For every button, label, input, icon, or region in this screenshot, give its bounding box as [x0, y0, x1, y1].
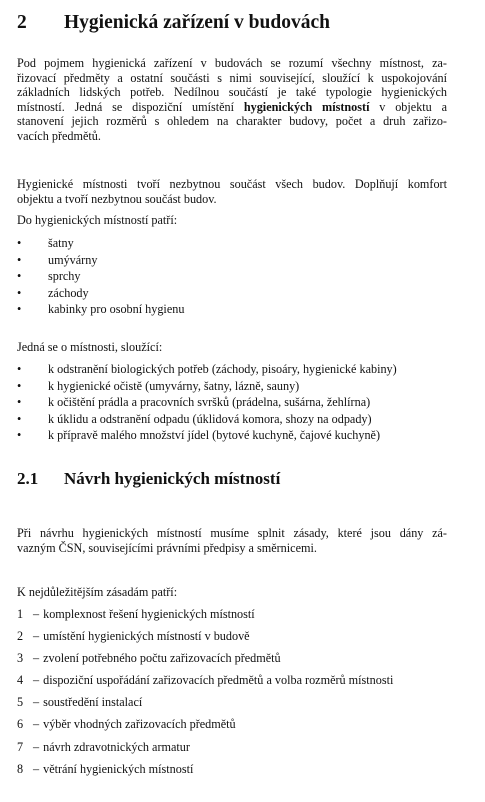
list-item: 3 – zvolení potřebného počtu zařizovacích předmětů [17, 651, 281, 666]
document-page: 2 Hygienická zařízení v budovách Pod pojmem hygienická zařízení v budovách se rozumí všechny místnost, za- řizovací předměty a ostatní součásti s nimi související, sloužící k uspokojování základních lidských potřeb. Nedílnou součástí je také typologie hygienických místností. Jedná se dispoziční umístění hygienických místností v objektu a stanovení jejich rozměrů s ohledem na charakter budovy, počet a druh zařizo- vacích předmětů. Hygienické místnosti tvoří nezbytnou součást všech budov. Doplňují komfort objektu a tvoří nezbytnou součást budov. Do hygienických místností patří: • šatny • umývárny • sprchy • záchody • kabinky pro osobní hygienu Jedná se o místnosti, sloužící: • k odstranění biologických potřeb (záchody, pisoáry, hygienické kabiny) • k hygienické očistě (umyvárny, šatny, lázně, sauny) • k očištění prádla a pracovních svršků (prádelna, sušárna, žehlírna) • k úklidu a odstranění odpadu (úklidová komora, shozy na odpady) • k přípravě malého množství jídel (bytové kuchyně, čajové kuchyně) 2.1 Návrh hygienických místností Při návrhu hygienických místností musíme splnit zásady, které jsou dány zá- vazným ČSN, souvisejícími právními předpisy a směrnicemi. K nejdůležitějším zásadám patří: 1 – komplexnost řešení hygienických místností 2 – umístění hygienických místností v budově 3 – zvolení potřebného počtu zařizovacích předmětů 4 – dispoziční uspořádání zařizovacích předmětů a volba rozměrů místnosti 5 – soustředění instalací 6 – výběr vhodných zařizovacích předmětů 7 – návrh zdravotnických armatur 8 – větrání hygienických místností [0, 0, 485, 802]
bullet-icon: • [17, 428, 22, 442]
design-paragraph [17, 526, 447, 555]
intro-line: stanovení jejich rozměrů s ohledem na charakter budovy, počet a druh zařizo- [17, 114, 447, 129]
second-line: Hygienické místnosti tvoří nezbytnou součást všech budov. Doplňují komfort [17, 177, 447, 191]
bullet-icon: • [17, 395, 22, 409]
intro-line: vacích předmětů. [17, 128, 101, 143]
section-heading [17, 467, 477, 491]
bullet-icon: • [17, 378, 22, 393]
intro-line: řizovací předměty a ostatní součásti s nimi související, sloužící k uspokojování [17, 70, 447, 85]
section-number: 2.1 [17, 469, 39, 488]
list-item: 8 – větrání hygienických místností [17, 761, 194, 776]
principles-list [17, 603, 393, 780]
list-item: 1 – komplexnost řešení hygienických místností [17, 607, 255, 621]
bullet-icon: • [17, 411, 22, 426]
bullet-icon: • [17, 285, 22, 300]
chapter-title: Hygienická zařízení v budovách [64, 12, 330, 33]
intro-line-with-bold: místností. Jedná se dispoziční umístění hygienických místností v objektu a [17, 99, 448, 114]
bullet-icon: • [17, 236, 22, 250]
intro-line: základních lidských potřeb. Nedílnou součástí je také typologie hygienických [17, 85, 447, 100]
purpose-intro: Jedná se o místnosti, sloužící: [17, 340, 163, 354]
second-paragraph [17, 177, 447, 206]
intro-paragraph [17, 56, 447, 144]
second-line: objektu a tvoří nezbytnou součást budov. [17, 191, 217, 206]
bullet-icon: • [17, 302, 22, 316]
list-item: 6 – výběr vhodných zařizovacích předmětů [17, 717, 236, 732]
chapter-heading [17, 10, 477, 36]
bullet-icon: • [17, 252, 22, 267]
list-item: 2 – umístění hygienických místností v budově [17, 629, 250, 644]
rooms-intro: Do hygienických místností patří: [17, 213, 178, 227]
bullet-icon: • [17, 362, 22, 376]
list-item: 5 – soustředění instalací [17, 695, 143, 710]
design-line: vazným ČSN, souvisejícími právními předpisy a směrnicemi. [17, 540, 317, 555]
list-item: 7 – návrh zdravotnických armatur [17, 739, 190, 754]
bold-phrase: hygienických místností [243, 99, 370, 114]
design-line: Při návrhu hygienických místností musíme splnit zásady, které jsou dány zá- [17, 526, 447, 540]
intro-line: Pod pojmem hygienická zařízení v budovách se rozumí všechny místnost, za- [17, 56, 447, 70]
bullet-icon: • [17, 269, 22, 283]
section-title: Návrh hygienických místností [64, 469, 281, 488]
list-item: 4 – dispoziční uspořádání zařizovacích předmětů a volba rozměrů místnosti [17, 673, 394, 688]
chapter-number: 2 [17, 12, 27, 33]
principles-intro: K nejdůležitějším zásadám patří: [17, 585, 178, 599]
